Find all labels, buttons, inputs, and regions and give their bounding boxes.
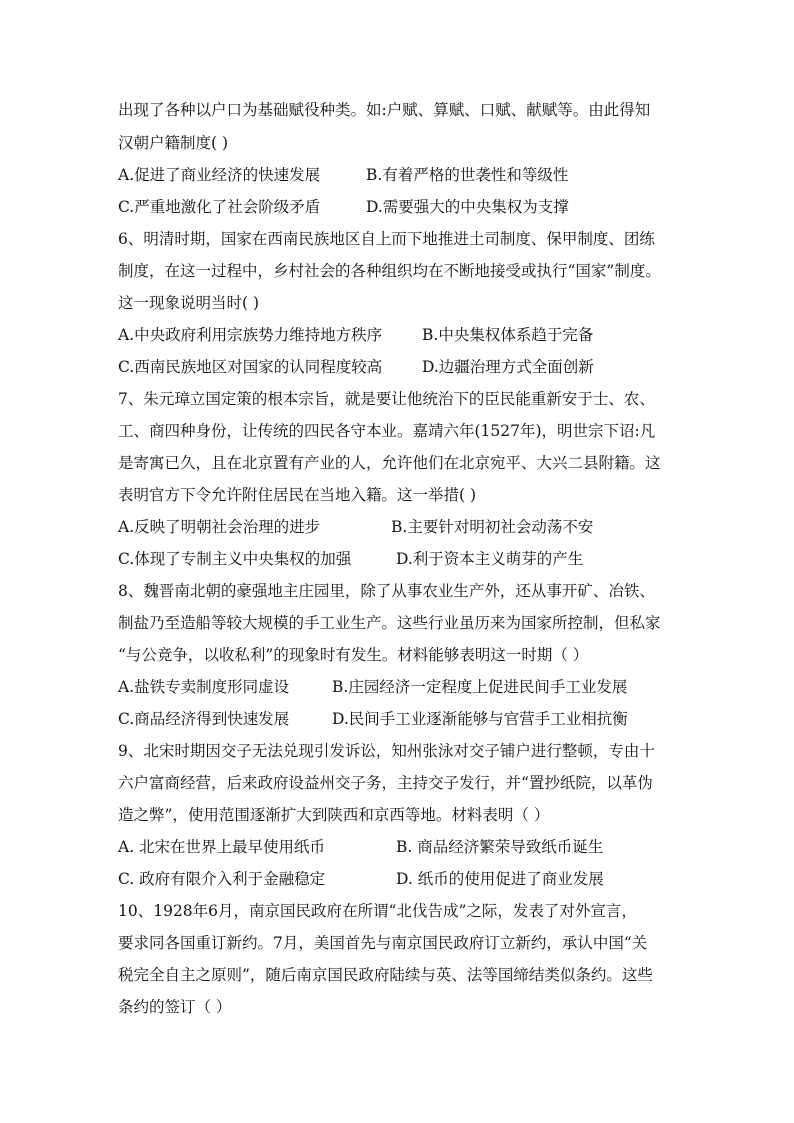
q5-option-c: C.严重地激化了社会阶级矛盾 bbox=[118, 198, 321, 216]
q7-stem-line-3: 是寄寓已久，且在北京置有产业的人，允许他们在北京宛平、大兴二县附籍。这 bbox=[118, 454, 661, 472]
q8-option-a: A.盐铁专卖制度形同虚设 bbox=[118, 678, 290, 696]
q6-stem-line-2: 制度，在这一过程中，乡村社会的各种组织均在不断地接受或执行“国家”制度。 bbox=[118, 262, 661, 280]
q9-stem-line-3: 造之弊”，使用范围逐渐扩大到陕西和京西等地。材料表明（ ） bbox=[118, 806, 550, 824]
q6-option-c: C.西南民族地区对国家的认同程度较高 bbox=[118, 358, 383, 376]
q8-option-b: B.庄园经济一定程度上促进民间手工业发展 bbox=[332, 678, 628, 696]
q8-stem-line-1: 8、魏晋南北朝的豪强地主庄园里，除了从事农业生产外，还从事开矿、冶铁、 bbox=[118, 582, 655, 600]
q8-option-d: D.民间手工业逐渐能够与官营手工业相抗衡 bbox=[332, 710, 628, 728]
q6-option-b: B.中央集权体系趋于完备 bbox=[422, 326, 594, 344]
q5-stem-line-1: 出现了各种以户口为基础赋役种类。如:户赋、算赋、口赋、献赋等。由此得知 bbox=[118, 101, 651, 119]
q7-stem-line-1: 7、朱元璋立国定策的根本宗旨，就是要让他统治下的臣民能重新安于士、农、 bbox=[118, 390, 655, 408]
q10-stem-line-4: 条约的签订（ ） bbox=[118, 998, 232, 1016]
q7-option-d: D.利于资本主义萌芽的产生 bbox=[396, 550, 584, 568]
q5-stem-line-2: 汉朝户籍制度( ) bbox=[118, 134, 229, 152]
q6-stem-line-3: 这一现象说明当时( ) bbox=[118, 294, 260, 312]
q10-stem-line-3: 税完全自主之原则”，随后南京国民政府陆续与英、法等国缔结类似条约。这些 bbox=[118, 966, 653, 984]
q9-option-a: A. 北宋在世界上最早使用纸币 bbox=[118, 838, 326, 856]
q7-stem-line-2: 工、商四种身份，让传统的四民各守本业。嘉靖六年(1527年)，明世宗下诏:凡 bbox=[118, 422, 656, 440]
q5-option-d: D.需要强大的中央集权为支撑 bbox=[366, 198, 569, 216]
q9-option-d: D. 纸币的使用促进了商业发展 bbox=[396, 870, 604, 888]
q7-option-a: A.反映了明朝社会治理的进步 bbox=[118, 518, 321, 536]
q7-stem-line-4: 表明官方下令允许附住居民在当地入籍。这一举措( ) bbox=[118, 486, 477, 504]
q9-option-b: B. 商品经济繁荣导致纸币诞生 bbox=[396, 838, 604, 856]
q6-stem-line-1: 6、明清时期，国家在西南民族地区自上而下地推进土司制度、保甲制度、团练 bbox=[118, 230, 655, 248]
q9-stem-line-2: 六户富商经营，后来政府设益州交子务，主持交子发行，并“置抄纸院，以革伪 bbox=[118, 774, 653, 792]
q7-option-c: C.体现了专制主义中央集权的加强 bbox=[118, 550, 352, 568]
q7-option-b: B.主要针对明初社会动荡不安 bbox=[391, 518, 594, 536]
q8-stem-line-3: “与公竞争，以收私利”的现象时有发生。材料能够表明这一时期（ ） bbox=[118, 646, 589, 664]
q6-option-a: A.中央政府利用宗族势力维持地方秩序 bbox=[118, 326, 383, 344]
q10-stem-line-1: 10、1928年6月，南京国民政府在所谓“北伐告成”之际，发表了对外宣言， bbox=[118, 902, 637, 920]
q9-option-c: C. 政府有限介入利于金融稳定 bbox=[118, 870, 326, 888]
q10-stem-line-2: 要求同各国重订新约。7月，美国首先与南京国民政府订立新约，承认中国“关 bbox=[118, 934, 648, 952]
q6-option-d: D.边疆治理方式全面创新 bbox=[422, 358, 594, 376]
q8-option-c: C.商品经济得到快速发展 bbox=[118, 710, 290, 728]
q9-stem-line-1: 9、北宋时期因交子无法兑现引发诉讼，知州张泳对交子铺户进行整顿，专由十 bbox=[118, 742, 655, 760]
q5-option-a: A.促进了商业经济的快速发展 bbox=[118, 166, 321, 184]
q5-option-b: B.有着严格的世袭性和等级性 bbox=[366, 166, 569, 184]
q8-stem-line-2: 制盐乃至造船等较大规模的手工业生产。这些行业虽历来为国家所控制，但私家 bbox=[118, 614, 661, 632]
